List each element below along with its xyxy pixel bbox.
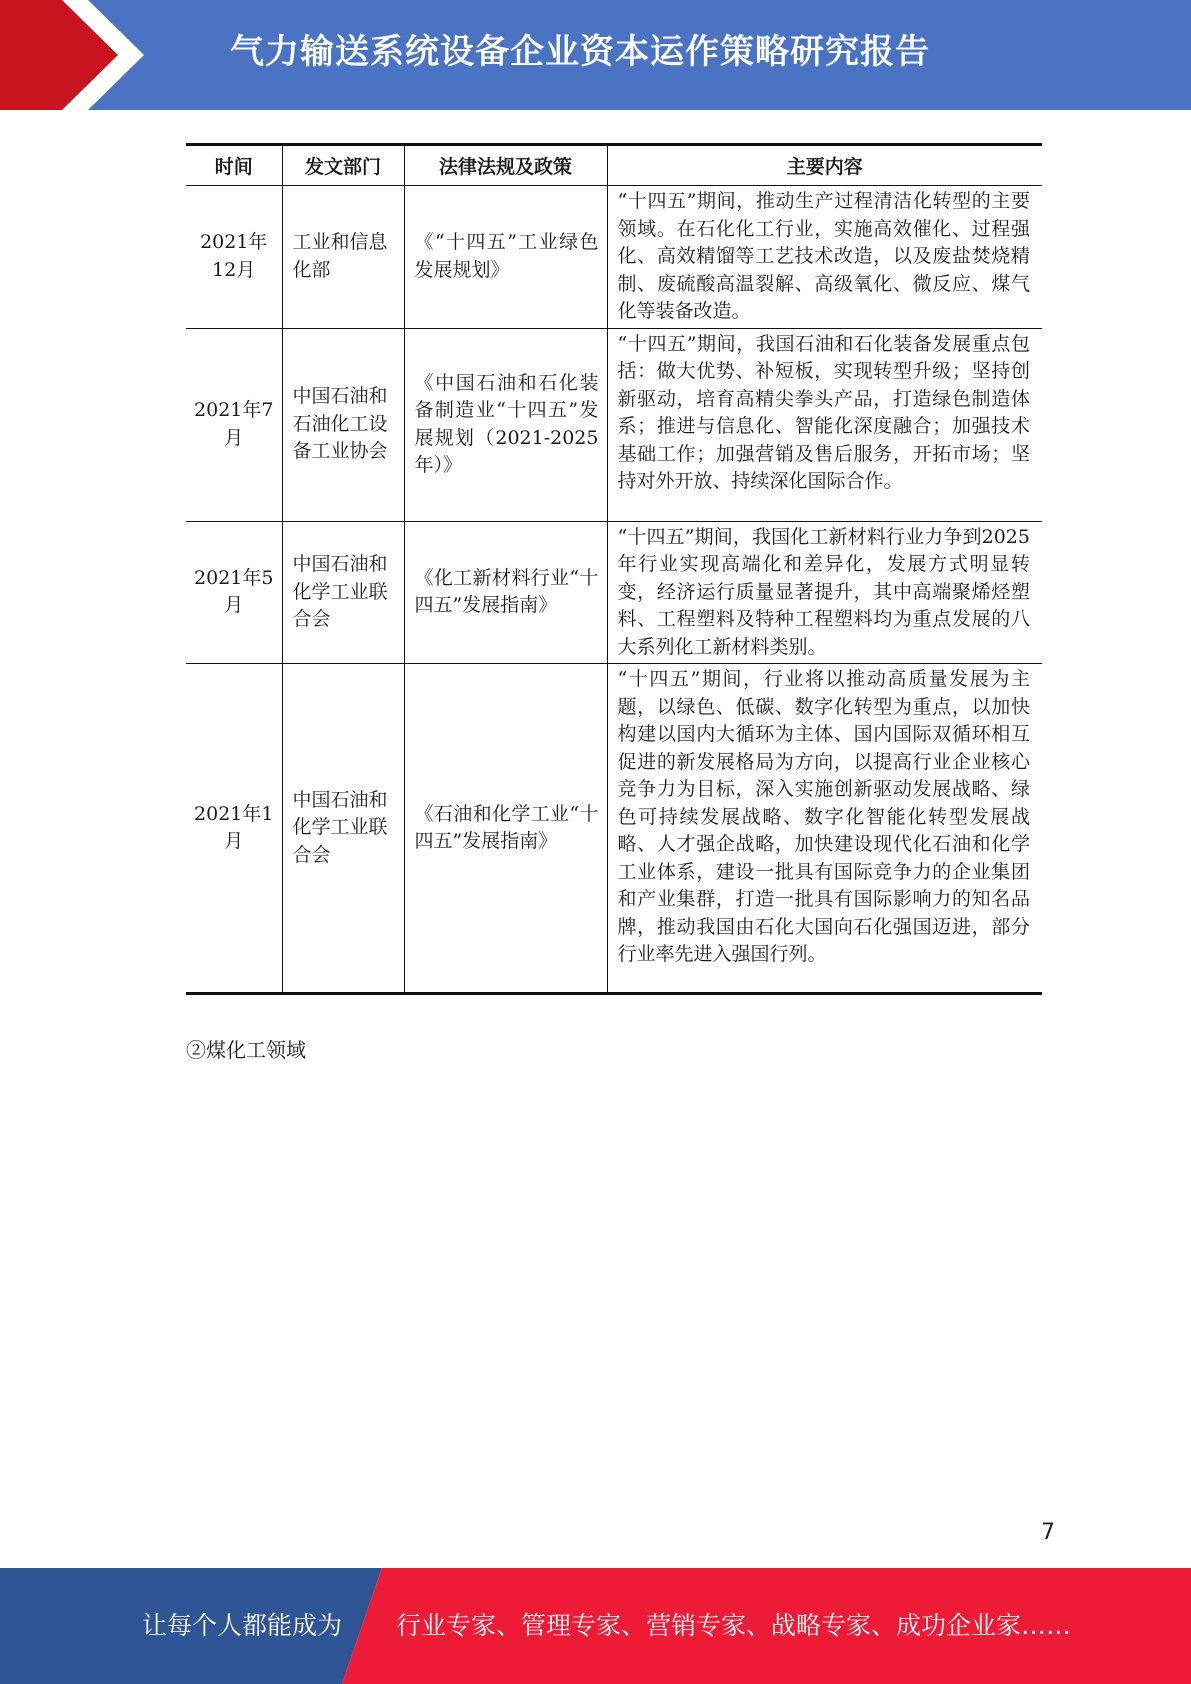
column-header-law: 法律法规及政策 bbox=[404, 145, 607, 186]
table-header-row bbox=[186, 145, 1042, 186]
section-heading: ②煤化工领域 bbox=[186, 1038, 306, 1062]
cell-content: “十四五”期间，推动生产过程清洁化转型的主要领域。在石化化工行业，实施高效催化、过程强化、高效精馏等工艺技术改造，以及废盐焚烧精制、废硫酸高温裂解、高级氧化、微反应、煤气化等装备改造。 bbox=[607, 186, 1042, 329]
page-footer bbox=[0, 1568, 1191, 1684]
cell-time: 2021年7月 bbox=[186, 328, 282, 521]
table-row bbox=[186, 328, 1042, 521]
cell-law: 《石油和化学工业“十四五”发展指南》 bbox=[404, 664, 607, 994]
cell-time: 2021年12月 bbox=[186, 186, 282, 329]
report-title: 气力输送系统设备企业资本运作策略研究报告 bbox=[230, 32, 930, 72]
cell-time: 2021年1月 bbox=[194, 802, 274, 852]
footer-slogan-right: 行业专家、管理专家、营销专家、战略专家、成功企业家…… bbox=[396, 1611, 1072, 1640]
cell-dept: 中国石油和化学工业联合会 bbox=[282, 521, 404, 664]
table-row bbox=[186, 521, 1042, 664]
cell-time: 2021年5月 bbox=[186, 521, 282, 664]
header-arrow-decoration bbox=[0, 0, 150, 110]
cell-content: “十四五”期间，我国化工新材料行业力争到2025年行业实现高端化和差异化，发展方式明显转变，经济运行质量显著提升，其中高端聚烯烃塑料、工程塑料及特种工程塑料均为重点发展的八大系列化工新材料类别。 bbox=[607, 521, 1042, 664]
table-row bbox=[186, 186, 1042, 329]
cell-law: 《“十四五”工业绿色发展规划》 bbox=[404, 186, 607, 329]
page-number: 7 bbox=[1041, 1520, 1055, 1545]
column-header-dept: 发文部门 bbox=[282, 145, 404, 186]
cell-dept: 工业和信息化部 bbox=[282, 186, 404, 329]
page-header bbox=[0, 0, 1191, 110]
cell-content: “十四五”期间，我国石油和石化装备发展重点包括：做大优势、补短板，实现转型升级；坚持创新驱动，培育高精尖拳头产品，打造绿色制造体系；推进与信息化、智能化深度融合；加强技术基础工作；加强营销及售后服务，开拓市场；坚持对外开放、持续深化国际合作。 bbox=[607, 328, 1042, 521]
policy-table bbox=[186, 143, 1042, 995]
cell-dept: 中国石油和化学工业联合会 bbox=[282, 664, 404, 994]
cell-dept: 中国石油和石油化工设备工业协会 bbox=[282, 328, 404, 521]
cell-law: 《化工新材料行业“十四五”发展指南》 bbox=[404, 521, 607, 664]
cell-law: 《中国石油和石化装备制造业“十四五”发展规划（2021-2025年）》 bbox=[404, 328, 607, 521]
table-row bbox=[186, 664, 1042, 994]
cell-content: “十四五”期间，行业将以推动高质量发展为主题，以绿色、低碳、数字化转型为重点，以加快构建以国内大循环为主体、国内国际双循环相互促进的新发展格局为方向，以提高行业企业核心竞争力为目标，深入实施创新驱动发展战略、绿色可持续发展战略、数字化智能化转型发展战略、人才强企战略，加快建设现代化石油和化学工业体系，建设一批具有国际竞争力的企业集团和产业集群，打造一批具有国际影响力的知名品牌，推动我国由石化大国向石化强国迈进，部分行业率先进入强国行列。 bbox=[607, 664, 1042, 994]
footer-slogan-left: 让每个人都能成为 bbox=[142, 1611, 343, 1640]
column-header-content: 主要内容 bbox=[607, 145, 1042, 186]
column-header-time: 时间 bbox=[186, 145, 282, 186]
